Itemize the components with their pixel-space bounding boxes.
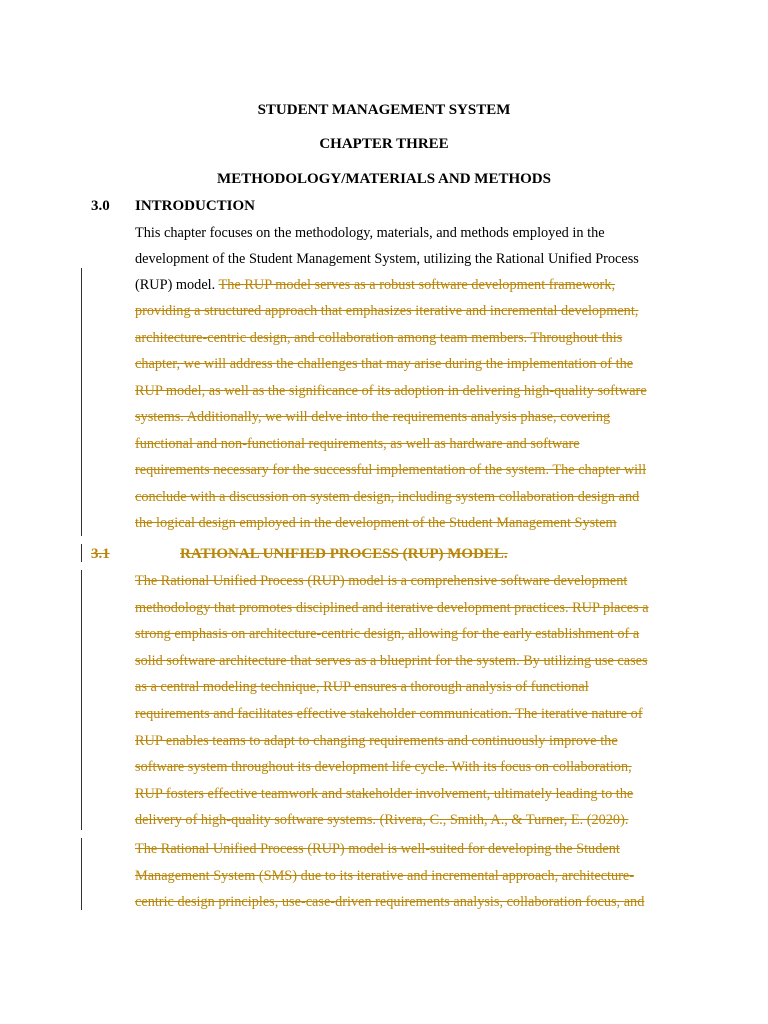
deleted-paragraph-line: RUP model, as well as the significance of its adoption in delivering high-quality software <box>135 382 647 399</box>
deleted-text: The RUP model serves as a robust software development framework, <box>218 277 616 293</box>
deleted-paragraph-line: RUP fosters effective teamwork and stakeholder involvement, ultimately leading to the <box>135 785 634 802</box>
deleted-paragraph-line: The Rational Unified Process (RUP) model is a comprehensive software development <box>135 573 628 589</box>
deleted-paragraph-line: software system throughout its development life cycle. With its focus on collaboration, <box>135 759 632 776</box>
deleted-paragraph-line: conclude with a discussion on system design, including system collaboration design and <box>135 488 640 505</box>
deleted-paragraph-line: architecture-centric design, and collaboration among team members. Throughout this <box>135 329 623 346</box>
deleted-heading-text: RATIONAL UNIFIED PROCESS (RUP) MODEL. <box>180 546 508 562</box>
normal-text: (RUP) model. <box>135 277 219 293</box>
deleted-paragraph-line: centric design principles, use-case-driven requirements analysis, collaboration focus, and <box>135 894 645 910</box>
deleted-heading-number: 3.1 <box>91 546 110 562</box>
change-bar <box>81 268 82 536</box>
change-bar <box>81 544 82 562</box>
deleted-paragraph-line: providing a structured approach that emphasizes iterative and incremental development, <box>135 303 639 319</box>
change-bar <box>81 838 82 910</box>
deleted-paragraph-line: Management System (SMS) due to its iterative and incremental approach, architecture- <box>135 867 635 884</box>
deleted-paragraph-line: the logical design employed in the development of the Student Management System <box>135 515 617 531</box>
deleted-paragraph-line: requirements necessary for the successful implementation of the system. The chapter will <box>135 462 647 478</box>
paragraph-line: development of the Student Management System, utilizing the Rational Unified Process <box>135 251 639 267</box>
section-number: 3.0 <box>91 198 110 214</box>
deleted-paragraph-line: delivery of high-quality software systems. (Rivera, C., Smith, A., & Turner, E. (2020). <box>135 812 629 829</box>
change-bar <box>81 570 82 830</box>
paragraph-line: This chapter focuses on the methodology, materials, and methods employed in the <box>135 225 605 241</box>
deleted-paragraph-line: requirements and facilitates effective stakeholder communication. The iterative nature of <box>135 706 643 722</box>
chapter-title: CHAPTER THREE <box>319 136 449 152</box>
deleted-paragraph-line: functional and non-functional requirements, as well as hardware and software <box>135 435 580 452</box>
deleted-paragraph-line: solid software architecture that serves as a blueprint for the system. By utilizing use cases <box>135 652 648 669</box>
section-heading: INTRODUCTION <box>135 198 256 214</box>
paragraph-line <box>135 276 615 294</box>
deleted-paragraph-line: as a central modeling technique, RUP ensures a thorough analysis of functional <box>135 679 589 696</box>
deleted-paragraph-line: chapter, we will address the challenges that may arise during the implementation of the <box>135 356 634 372</box>
document-title: STUDENT MANAGEMENT SYSTEM <box>257 102 511 118</box>
deleted-paragraph-line: systems. Additionally, we will delve into the requirements analysis phase, covering <box>135 409 611 425</box>
chapter-subtitle: METHODOLOGY/MATERIALS AND METHODS <box>217 171 551 187</box>
deleted-paragraph-line: The Rational Unified Process (RUP) model is well-suited for developing the Student <box>135 841 620 857</box>
deleted-paragraph-line: strong emphasis on architecture-centric design, allowing for the early establishment of a <box>135 626 640 643</box>
deleted-paragraph-line: methodology that promotes disciplined and iterative development practices. RUP places a <box>135 599 649 616</box>
deleted-paragraph-line: RUP enables teams to adapt to changing requirements and continuously improve the <box>135 732 618 749</box>
